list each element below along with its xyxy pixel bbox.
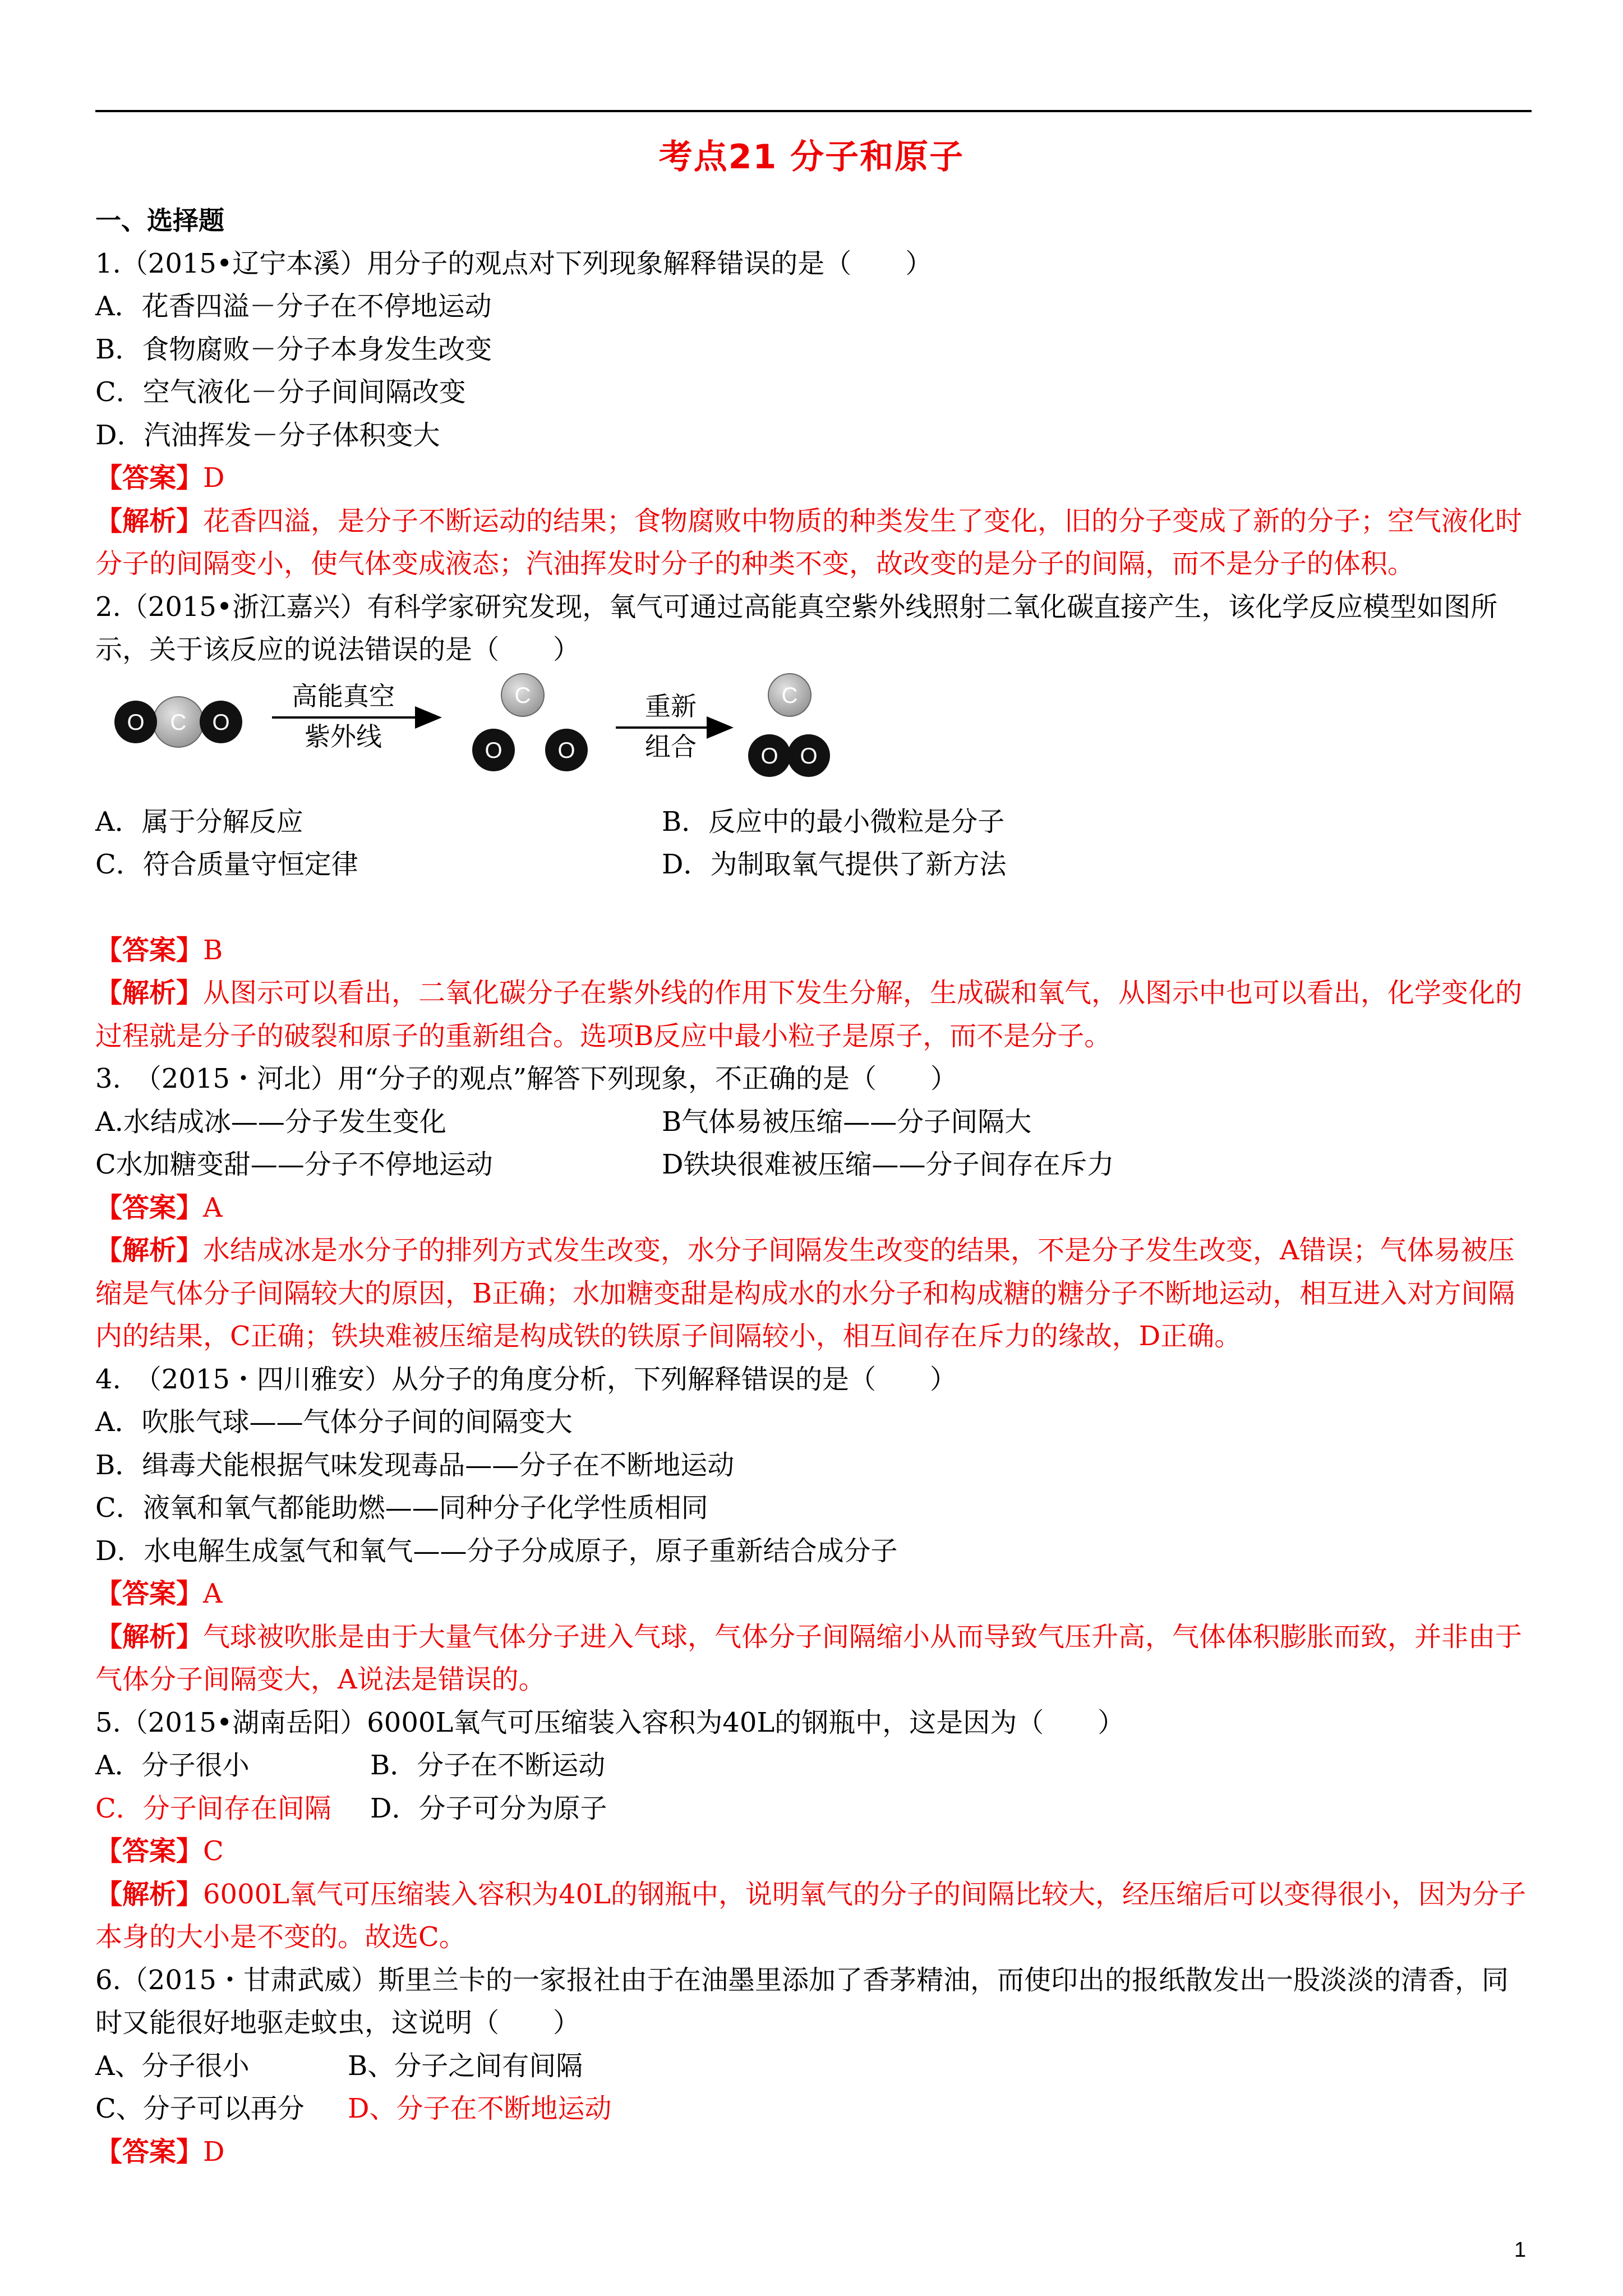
question-list [95,199,1534,2173]
answer-value: C [203,1835,224,1867]
q5-option-c: C．分子间存在间隔 [95,1792,331,1824]
arrow-label-top: 高能真空 [292,680,395,711]
answer-tag: 【答案】 [95,462,204,494]
q2-option-d: D．为制取氧气提供了新方法 [662,849,1007,880]
q6-options-row-2 [95,2087,1534,2131]
co2-molecule [114,697,242,747]
answer-value: A [203,1191,223,1223]
q5-options-row-1 [95,1744,1534,1787]
analysis-text: 气球被吹胀是由于大量气体分子进入气球，气体分子间隔缩小从而导致气压升高，气体体积膨胀而致，并非由于气体分子间隔变大，A说法是错误的。 [95,1621,1523,1695]
q2-answer [95,929,1534,972]
arrow-label-bottom: 组合 [645,731,697,762]
atom-label: O [485,738,502,763]
q3-options-row-1 [95,1101,1534,1144]
answer-tag: 【答案】 [95,934,204,966]
arrow-label-bottom: 紫外线 [305,721,382,752]
reaction-diagram [95,671,1534,800]
analysis-text: 水结成冰是水分子的排列方式发生改变，水分子间隔发生改变的结果，不是分子发生改变，A错误；气体易被压缩是气体分子间隔较大的原因，B正确；水加糖变甜是构成水的水分子和构成糖的糖分子不断地运动，相互进入对方间隔内的结果，C正确；铁块难被压缩是构成铁的铁原子间隔较小，相互间存在斥力的缘故，D正确。 [95,1235,1515,1352]
q6-answer [95,2131,1534,2174]
q1-stem: 1.（2015•辽宁本溪）用分子的观点对下列现象解释错误的是（ ） [95,247,933,279]
q1-option-c: C．空气液化－分子间间隔改变 [95,376,466,408]
arrow-uv [272,681,437,752]
separated-atoms [472,674,588,771]
answer-tag: 【答案】 [95,1578,204,1609]
header-rule [95,110,1532,112]
q3-analysis [95,1229,1534,1358]
analysis-tag: 【解析】 [95,1878,204,1910]
spacer [95,886,1534,929]
answer-value: A [203,1578,223,1609]
q2-stem: 2.（2015•浙江嘉兴）有科学家研究发现，氧气可通过高能真空紫外线照射二氧化碳直接产生，该化学反应模型如图所示，关于该反应的说法错误的是（ ） [95,591,1498,665]
q3-options-row-2 [95,1143,1534,1186]
q4-option-a: A．吹胀气球——气体分子间的间隔变大 [95,1406,573,1438]
products [748,674,830,777]
answer-value: D [203,2136,225,2168]
q3-stem: 3. （2015・河北）用“分子的观点”解答下列现象，不正确的是（ ） [95,1063,958,1094]
q6-option-b: B、分子之间有间隔 [348,2050,583,2082]
q2-analysis [95,972,1534,1057]
q4-option-d: D．水电解生成氢气和氧气——分子分成原子，原子重新结合成分子 [95,1535,898,1567]
q3-option-a: A.水结成冰——分子发生变化 [95,1106,446,1138]
analysis-tag: 【解析】 [95,977,204,1009]
answer-value: D [203,462,225,494]
analysis-text: 从图示可以看出，二氧化碳分子在紫外线的作用下发生分解，生成碳和氧气，从图示中也可以看出，化学变化的过程就是分子的破裂和原子的重新组合。选项B反应中最小粒子是原子，而不是分子。 [95,977,1523,1052]
q5-option-a: A．分子很小 [95,1750,250,1781]
q5-stem: 5.（2015•湖南岳阳）6000L氧气可压缩装入容积为40L的钢瓶中，这是因为（ ） [95,1706,1125,1738]
analysis-tag: 【解析】 [95,1621,204,1653]
q6-options-row-1 [95,2045,1534,2088]
q3-option-b: B气体易被压缩——分子间隔大 [662,1106,1032,1138]
analysis-text: 花香四溢，是分子不断运动的结果；食物腐败中物质的种类发生了变化，旧的分子变成了新的分子；空气液化时分子的间隔变小，使气体变成液态；汽油挥发时分子的种类不变，故改变的是分子的间隔，而不是分子的体积。 [95,505,1523,579]
q4-option-c: C．液氧和氧气都能助燃——同种分子化学性质相同 [95,1492,708,1524]
answer-tag: 【答案】 [95,1191,204,1223]
q2-option-c: C．符合质量守恒定律 [95,849,358,880]
atom-label: O [127,710,145,735]
q6-stem: 6.（2015・甘肃武威）斯里兰卡的一家报社由于在油墨里添加了香茅精油，而使印出的报纸散发出一股淡淡的清香，同时又能很好地驱走蚊虫，这说明（ ） [95,1964,1509,2039]
q1-option-d: D．汽油挥发－分子体积变大 [95,419,440,451]
answer-tag: 【答案】 [95,1835,204,1867]
q4-option-b: B．缉毒犬能根据气味发现毒品——分子在不断地运动 [95,1449,735,1481]
analysis-text: 6000L氧气可压缩装入容积为40L的钢瓶中，说明氧气的分子的间隔比较大，经压缩后可以变得很小，因为分子本身的大小是不变的。故选C。 [95,1878,1527,1953]
q3-option-c: C水加糖变甜——分子不停地运动 [95,1149,493,1180]
analysis-tag: 【解析】 [95,505,204,537]
answer-tag: 【答案】 [95,2136,204,2168]
atom-label: O [557,738,575,763]
atom-label: C [781,683,798,708]
q5-answer [95,1830,1534,1873]
q2-option-b: B．反应中的最小微粒是分子 [662,806,1005,838]
q5-option-d: D．分子可分为原子 [370,1792,607,1824]
arrow-label-top: 重新 [645,691,697,721]
atom-label: O [760,743,778,769]
q2-options-row-2 [95,843,1534,886]
atom-label: O [800,743,818,769]
q2-options-row-1 [95,800,1534,844]
analysis-tag: 【解析】 [95,1235,204,1266]
atom-label: C [514,683,531,708]
page-number: 1 [1514,2238,1527,2262]
q6-option-a: A、分子很小 [95,2050,250,2082]
q5-options-row-2 [95,1787,1534,1830]
q4-analysis [95,1616,1534,1701]
q1-analysis [95,500,1534,586]
q1-answer [95,457,1534,500]
q4-stem: 4. （2015・四川雅安）从分子的角度分析，下列解释错误的是（ ） [95,1363,957,1395]
q1-option-b: B．食物腐败－分子本身发生改变 [95,333,492,365]
section-heading: 一、选择题 [95,205,224,236]
page-title: 考点21 分子和原子 [658,137,965,177]
q3-answer [95,1186,1534,1230]
answer-value: B [203,934,223,966]
q4-answer [95,1572,1534,1616]
q5-analysis [95,1873,1534,1959]
atom-label: C [170,710,187,735]
q2-option-a: A．属于分解反应 [95,806,303,838]
q6-option-c: C、分子可以再分 [95,2093,305,2124]
q1-option-a: A．花香四溢－分子在不停地运动 [95,291,492,322]
arrow-recombine [616,691,729,762]
q5-option-b: B．分子在不断运动 [370,1750,606,1781]
reaction-model-figure [101,671,886,800]
q6-option-d: D、分子在不断地运动 [348,2093,612,2124]
q3-option-d: D铁块很难被压缩——分子间存在斥力 [662,1149,1114,1180]
atom-label: O [212,710,230,735]
